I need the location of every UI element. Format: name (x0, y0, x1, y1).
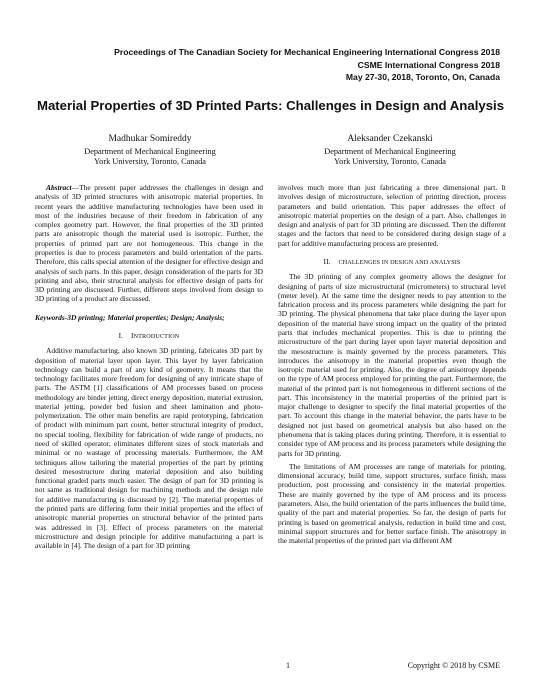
author-block-2 (270, 134, 510, 167)
section-heading-challenges (278, 257, 506, 267)
body-paragraph: The 3D printing of any complex geometry allows the designer for designing of parts of size microstructural (micrometers) to structural level (meter level). At the same time the designer needs to pay attention to the fabrication process and its process parameters while designing the part for 3D printing. The physical phenomena that take place during the layer upon deposition of the material have strong impact on the quality of the printed parts that includes mechanical properties. This is due to printing the microstructure of the part during layer upon layer material deposition and the mesostructure is mainly governed by the process parameters. This introduces the anisotropy in the material properties even though the isotropic material used for printing. Also, the degree of anisotropy depends on the type of AM process employed for printing the part. Furthermore, the material of the printed part is not homogeneous in different sections of the part. This inconsistency in the material properties of the printed part is major challenge to designer to specify the final material properties of the part. To account this change in the material behavior, the parts have to be designed not just based on geometrical analysis but also based on the phenomena that is taking places during printing. Therefore, it is essential to consider type of AM process and its process parameters while designing the parts for 3D printing. (278, 272, 506, 458)
section-title-initial: I (131, 330, 134, 340)
keywords: Keywords-3D printing; Material properties; Design; Analysis; (35, 312, 225, 322)
copyright-notice: Copyright © 2018 by CSME (407, 661, 500, 670)
section-heading-introduction (35, 331, 263, 341)
author-affiliation: York University, Toronto, Canada (94, 157, 206, 166)
body-paragraph: involves much more than just fabricating a three dimensional part. It involves design of microstructure, selection of printing direction, process parameters and build orientation. This paper addresses the effect of anisotropic material properties on the design of a part. Also, challenges in design and analysis of part for 3D printing are discussed. Then the different stages and the factors that need to be considered during design stage of a part for additive manufacturing process are presented. (278, 183, 506, 248)
abstract-text: —The present paper addresses the challenges in design and analysis of 3D printed structures with anisotropic material properties. In recent years the additive manufacturing technologies have been used in most of the industries because of their freedom in fabrication of any complex geometry part. However, the final properties of the 3D printed parts are anisotropic though the material used is isotropic. Further, the properties of printed part are not homogeneous. This change in the properties is due to process parameters and build orientation of the parts. Therefore, this calls special attention of the designer for effective design and analysis of such parts. In this paper, design consideration of the parts for 3D printing and also, their structural analysis for effective design of parts for 3D printing are discussed. Further, different steps involved from design to 3D printing of a product are discussed. (35, 183, 263, 304)
abstract (35, 183, 263, 304)
author-name: Aleksander Czekanski (347, 134, 433, 144)
congress-header-line: CSME International Congress 2018 (357, 60, 500, 70)
section-number: I. (118, 330, 124, 340)
author-name: Madhukar Somireddy (108, 134, 192, 144)
section-title: CHALLENGES IN DESIGN AND ANALYSIS (338, 258, 461, 266)
section-number: II. (323, 256, 331, 266)
author-department: Department of Mechanical Engineering (324, 147, 456, 156)
abstract-label: Abstract (46, 183, 72, 192)
body-paragraph: The limitations of AM processes are range of materials for printing, dimensional accuracy, build time, support structures, surface finish, mass production, post processing and consistency in the material properties. These are mainly governed by the type of AM process and its process parameters. Also, the build orientation of the parts influences the build time, quality of the part and material properties. So far, the design of parts for printing is based on geometrical analysis, reduction in build time and cost, minimal support structures and for better surface finish. The anisotropy in the material properties of the printed part via different AM (278, 461, 506, 546)
left-column (35, 183, 263, 550)
right-column (278, 183, 506, 545)
author-affiliation: York University, Toronto, Canada (334, 157, 446, 166)
section-title-rest: NTRODUCTION (133, 332, 180, 340)
author-department: Department of Mechanical Engineering (84, 147, 216, 156)
page-number: 1 (286, 661, 290, 670)
proceedings-header-line: Proceedings of The Canadian Society for Mechanical Engineering International Congress 2018 (114, 47, 500, 57)
body-paragraph: Additive manufacturing, also known 3D printing, fabricates 3D part by deposition of material layer upon layer. This layer by layer fabrication technology can build a part of any kind of geometry. It means that the technology facilitates more freedom for designing of any intricate shape of parts. The ASTM [1] classifications of AM processes based on process methodology are binder jetting, direct energy deposition, material extrusion, material jetting, powder bed fusion and sheet lamination and photo-polymerization. The other main benefits are rapid prototyping, fabrication of product with minimum part count, better structural integrity of product, no special tooling, flexibility for fabrication of wide range of products, no need of skilled operator, eliminates different sizes of stock materials and minimal or no wastage of processing materials. Furthermore, the AM techniques allow tailoring the material properties of the part by printing desired mesostructure during material deposition and also building functional graded parts much easier. The design of part for 3D printing is not same as traditional design for machining methods and the design rule for additive manufacturing is discussed by [2]. The material properties of the printed parts are differing form their initial properties and the effect of anisotropic material properties on structural behavior of the printed parts was addressed in [3]. Effect of process parameters on the material microstructure and design principle for additive manufacturing a part is available in [4]. The design of a part for 3D printing (35, 346, 263, 551)
paper-title: Material Properties of 3D Printed Parts: Challenges in Design and Analysis (36, 98, 505, 113)
author-block-1 (30, 134, 270, 167)
date-location-header-line: May 27-30, 2018, Toronto, On, Canada (345, 72, 500, 82)
